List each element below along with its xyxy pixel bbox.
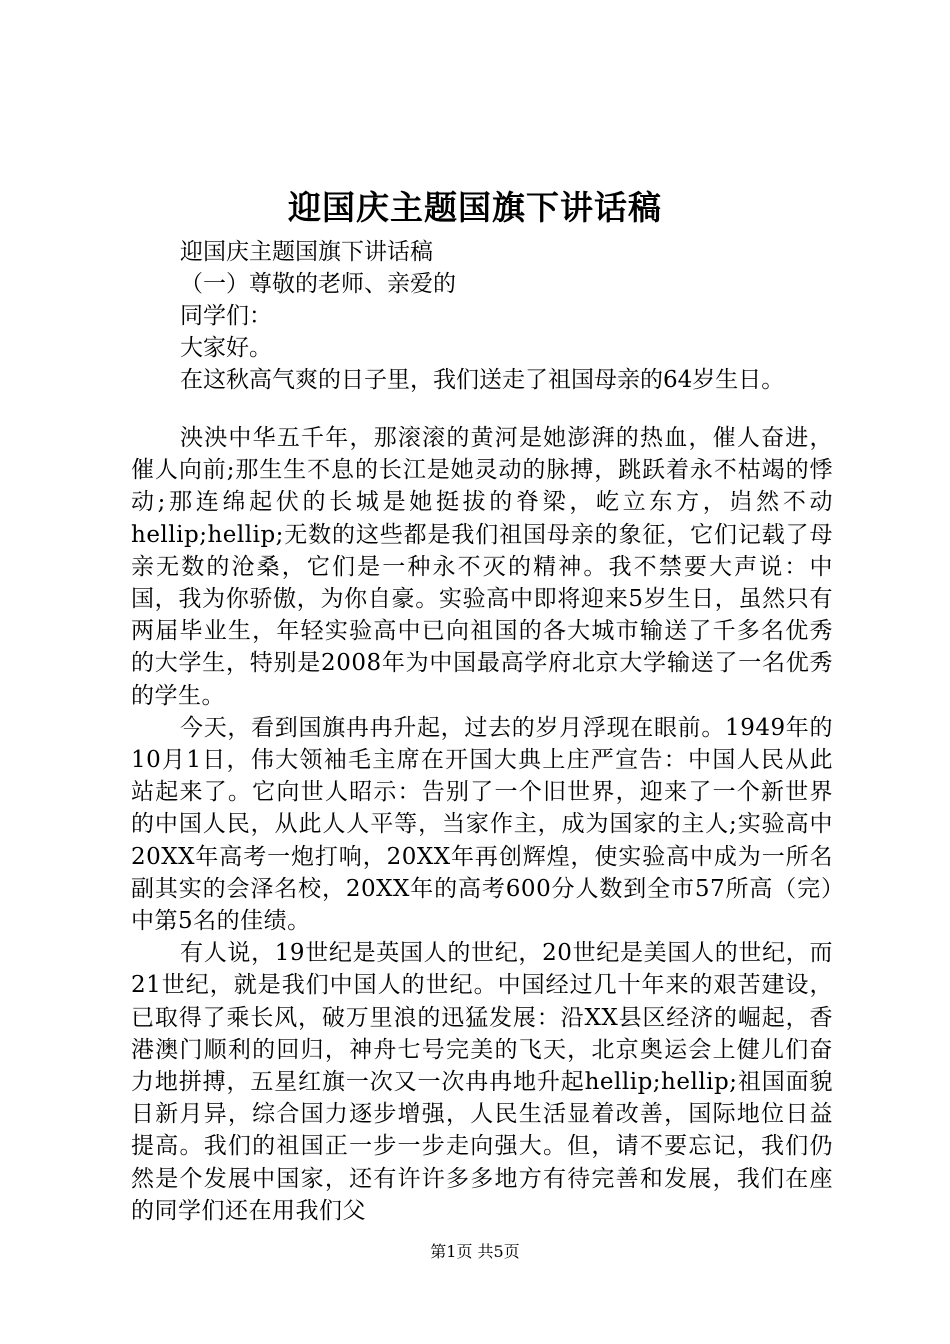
intro-line-3: 同学们：	[180, 303, 272, 329]
paragraph: 有人说，19世纪是英国人的世纪，20世纪是美国人的世纪，而21世纪，就是我们中国人的世纪。中国经过几十年来的艰苦建设，已取得了乘长风，破万里浪的迅猛发展：沿XX县区经济的崛起，香港澳门顺利的回归，神舟七号完美的飞天，北京奥运会上健儿们奋力地拼搏，五星红旗一次又一次冉冉地升起hellip;hellip;祖国面貌日新月异，综合国力逐步增强，人民生活显着改善，国际地位日益提高。我们的祖国正一步一步走向强大。但，请不要忘记，我们仍然是个发展中国家，还有许许多多地方有待完善和发展，我们在座的同学们还在用我们父	[131, 940, 833, 1224]
document-title: 迎国庆主题国旗下讲话稿	[288, 188, 662, 227]
intro-line-5: 在这秋高气爽的日子里，我们送走了祖国母亲的64岁生日。	[180, 367, 785, 393]
intro-line-4: 大家好。	[180, 335, 272, 361]
body-text	[131, 422, 833, 1227]
intro-line-2: （一）尊敬的老师、亲爱的	[180, 271, 456, 297]
page-footer: 第1页 共5页	[430, 1242, 520, 1261]
paragraph: 今天，看到国旗冉冉升起，过去的岁月浮现在眼前。1949年的10月1日，伟大领袖毛主席在开国大典上庄严宣告：中国人民从此站起来了。它向世人昭示：告别了一个旧世界，迎来了一个新世界的中国人民，从此人人平等，当家作主，成为国家的主人;实验高中20XX年高考一炮打响，20XX年再创辉煌，使实验高中成为一所名副其实的会泽名校，20XX年的高考600分人数到全市57所高（完）中第5名的佳绩。	[131, 714, 833, 935]
intro-line-1: 迎国庆主题国旗下讲话稿	[180, 239, 433, 265]
paragraph: 泱泱中华五千年，那滚滚的黄河是她澎湃的热血，催人奋进，催人向前;那生生不息的长江是她灵动的脉搏，跳跃着永不枯竭的悸动;那连绵起伏的长城是她挺拔的脊梁，屹立东方，岿然不动hellip;hellip;无数的这些都是我们祖国母亲的象征，它们记载了母亲无数的沧桑，它们是一种永不灭的精神。我不禁要大声说：中国，我为你骄傲，为你自豪。实验高中即将迎来5岁生日，虽然只有两届毕业生，年轻实验高中已向祖国的各大城市输送了千多名优秀的大学生，特别是2008年为中国最高学府北京大学输送了一名优秀的学生。	[131, 425, 833, 709]
